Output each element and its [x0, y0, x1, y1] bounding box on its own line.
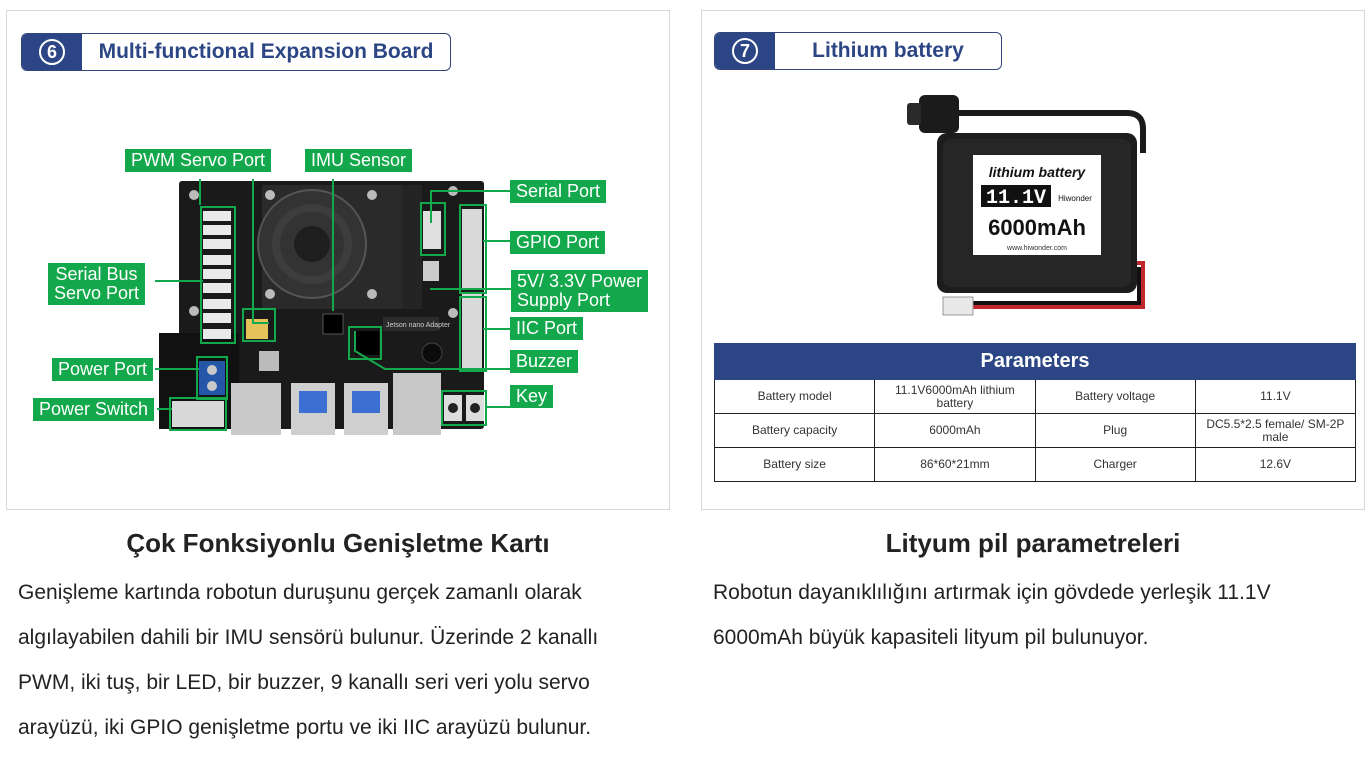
param-label: Battery voltage: [1035, 380, 1195, 414]
section-number: 7: [732, 38, 758, 64]
table-row: [715, 448, 1356, 482]
svg-text:lithium battery: lithium battery: [988, 164, 1086, 180]
right-caption-text: Robotun dayanıklılığını artırmak için gövdede yerleşik 11.1V 6000mAh büyük kapasiteli lityum pil bulunuyor.: [713, 581, 1271, 649]
param-label: Battery capacity: [715, 414, 875, 448]
label-buzzer: Buzzer: [510, 350, 578, 373]
label-serial-port: Serial Port: [510, 180, 606, 203]
param-value: 86*60*21mm: [875, 448, 1035, 482]
section-title-pill: [714, 32, 1002, 70]
svg-text:Jetson nano Adapter: Jetson nano Adapter: [386, 322, 451, 329]
svg-text:6000mAh: 6000mAh: [988, 215, 1086, 240]
svg-text:www.hiwonder.com: www.hiwonder.com: [1007, 245, 1067, 252]
param-label: Battery size: [715, 448, 875, 482]
table-row: [715, 380, 1356, 414]
battery-parameters-table: [714, 343, 1356, 482]
board-image: [7, 11, 671, 511]
param-value: 11.1V6000mAh lithium battery: [875, 380, 1035, 414]
param-value: 12.6V: [1195, 448, 1355, 482]
param-label: Battery model: [715, 380, 875, 414]
expansion-board-illustration: [7, 11, 671, 511]
param-value: 11.1V: [1195, 380, 1355, 414]
label-key: Key: [510, 385, 553, 408]
lithium-battery-card: [701, 10, 1365, 510]
section-title: Lithium battery: [812, 39, 964, 62]
label-pwm-servo-port: PWM Servo Port: [125, 149, 271, 172]
label-gpio-port: GPIO Port: [510, 231, 605, 254]
left-caption-title: Çok Fonksiyonlu Genişletme Kartı: [126, 528, 550, 558]
right-caption-title: Lityum pil parametreleri: [885, 528, 1181, 558]
param-value: 6000mAh: [875, 414, 1035, 448]
label-iic-port: IIC Port: [510, 317, 583, 340]
table-row: [715, 414, 1356, 448]
param-value: DC5.5*2.5 female/ SM-2P male: [1195, 414, 1355, 448]
left-caption-text: Genişleme kartında robotun duruşunu gerçek zamanlı olarak algılayabilen dahili bir IMU sensörü bulunur. Üzerinde 2 kanallı PWM, iki tuş, bir LED, bir buzzer, 9 kanallı seri veri yolu servo arayüzü, iki GPIO genişletme portu ve iki IIC arayüzü bulunur.: [18, 581, 599, 739]
param-label: Charger: [1035, 448, 1195, 482]
label-power-port: Power Port: [52, 358, 153, 381]
section-title: Multi-functional Expansion Board: [98, 40, 434, 63]
svg-text:11.1V: 11.1V: [985, 187, 1047, 210]
label-imu-sensor: IMU Sensor: [305, 149, 412, 172]
expansion-board-card: [6, 10, 670, 510]
parameters-header: Parameters: [715, 344, 1356, 380]
battery-image: [907, 93, 1147, 323]
section-number-badge: [715, 33, 775, 69]
label-power-supply-port: 5V/ 3.3V Power Supply Port: [511, 270, 648, 312]
svg-text:Hiwonder: Hiwonder: [1058, 194, 1092, 203]
label-serial-bus-servo-port: Serial Bus Servo Port: [48, 263, 145, 305]
label-power-switch: Power Switch: [33, 398, 154, 421]
section-number: 6: [39, 39, 65, 65]
param-label: Plug: [1035, 414, 1195, 448]
